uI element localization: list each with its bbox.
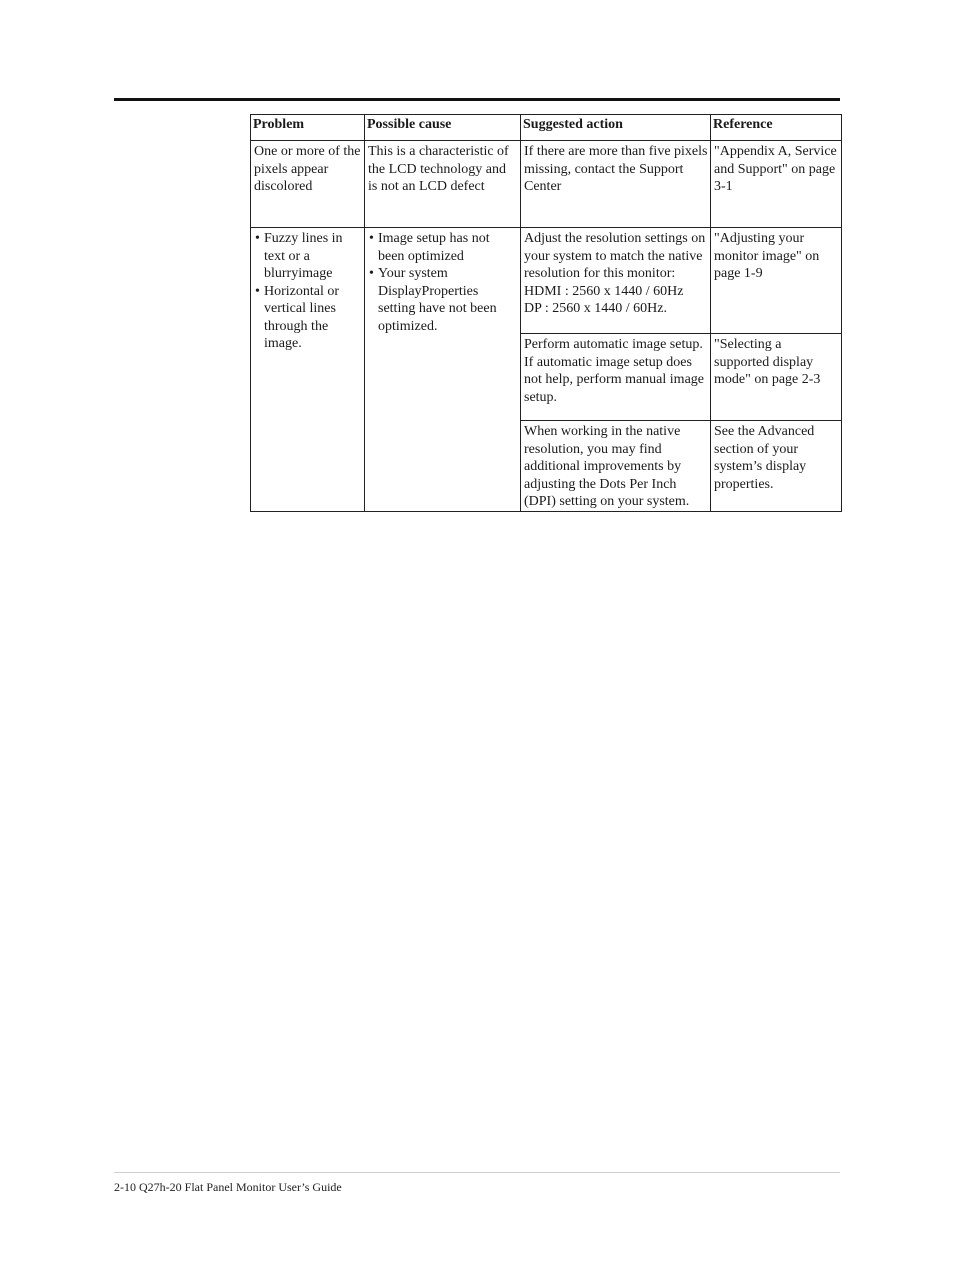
action-cell: If there are more than five pixels missing, contact the Support Center <box>521 141 711 228</box>
list-item: • Your system DisplayProperties setting have not been optimized. <box>368 265 518 335</box>
cause-cell: This is a characteristic of the LCD technology and is not an LCD defect <box>365 141 521 228</box>
footer-rule <box>114 1172 840 1173</box>
header-reference: Reference <box>711 115 842 141</box>
cause-list <box>368 230 518 335</box>
action-hdmi-resolution: HDMI : 2560 x 1440 / 60Hz <box>524 283 684 299</box>
problem-cell: One or more of the pixels appear discolored <box>251 141 365 228</box>
table-row <box>251 141 842 228</box>
list-item: • Image setup has not been optimized <box>368 230 518 265</box>
page-footer: 2-10 Q27h-20 Flat Panel Monitor User’s Guide <box>114 1180 342 1194</box>
table-header-row <box>251 115 842 141</box>
reference-cell: "Selecting a supported display mode" on page 2-3 <box>711 334 842 421</box>
top-rule <box>114 98 840 101</box>
problem-cell <box>251 228 365 512</box>
table-row <box>251 228 842 334</box>
header-suggested-action: Suggested action <box>521 115 711 141</box>
list-item: • Horizontal or vertical lines through the image. <box>254 283 362 353</box>
reference-cell: "Adjusting your monitor image" on page 1-9 <box>711 228 842 334</box>
troubleshooting-table <box>250 114 842 512</box>
header-possible-cause: Possible cause <box>365 115 521 141</box>
action-cell <box>521 228 711 334</box>
list-item: • Fuzzy lines in text or a blurryimage <box>254 230 362 283</box>
reference-cell: "Appendix A, Service and Support" on page 3-1 <box>711 141 842 228</box>
reference-cell: See the Advanced section of your system’s display properties. <box>711 421 842 512</box>
action-cell: Perform automatic image setup. If automatic image setup does not help, perform manual image setup. <box>521 334 711 421</box>
action-cell: When working in the native resolution, you may find additional improvements by adjusting the Dots Per Inch (DPI) setting on your system. <box>521 421 711 512</box>
cause-cell <box>365 228 521 512</box>
problem-list <box>254 230 362 353</box>
header-problem: Problem <box>251 115 365 141</box>
action-text: Adjust the resolution settings on your system to match the native resolution for this monitor: <box>524 231 706 281</box>
action-dp-resolution: DP : 2560 x 1440 / 60Hz. <box>524 301 667 316</box>
